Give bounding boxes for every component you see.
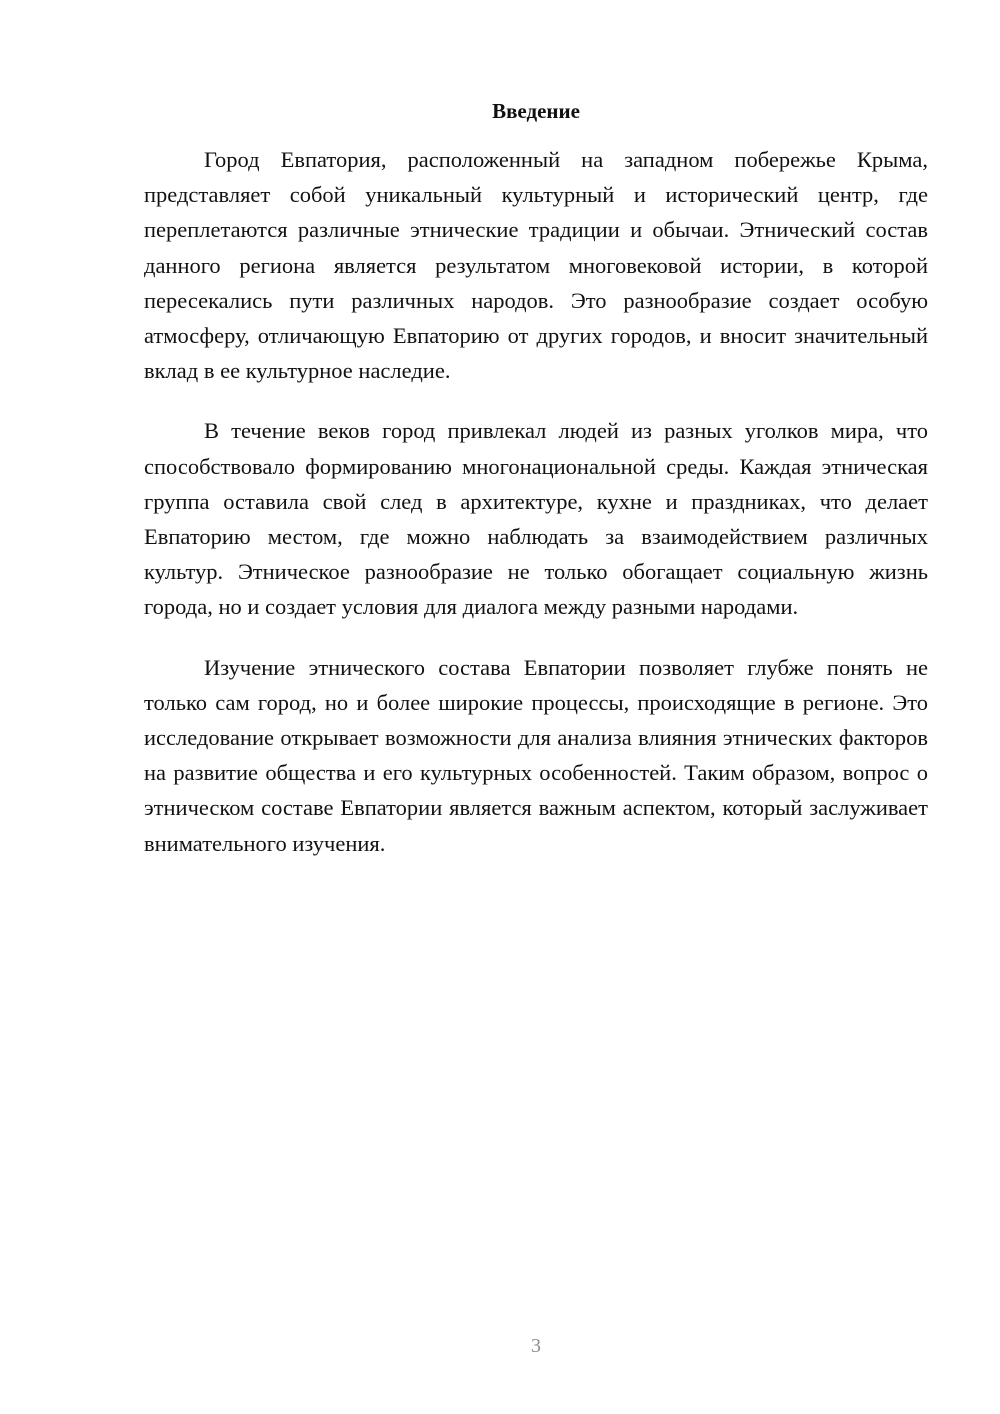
paragraph-3: Изучение этнического состава Евпатории позволяет глубже понять не только сам город, но и более широкие процессы, происходящие в регионе. Это исследование открывает возможности для анализа влияния этнических факторов на развитие общества и его культурных особенностей. Таким образом, вопрос о этническом составе Евпатории является важным аспектом, который заслуживает внимательного изучения. — [144, 654, 928, 856]
paragraph-1: Город Евпатория, расположенный на западном побережье Крыма, представляет собой уникальный культурный и исторический центр, где переплетаются различные этнические традиции и обычаи. Этнический состав данного региона является результатом многовековой истории, в которой пересекались пути различных народов. Это разнообразие создает особую атмосферу, отличающую Евпаторию от других городов, и вносит значительный вклад в ее культурное наследие. — [144, 147, 928, 384]
paragraph-2: В течение веков город привлекал людей из разных уголков мира, что способствовало формированию многонациональной среды. Каждая этническая группа оставила свой след в архитектуре, кухне и праздниках, что делает Евпаторию местом, где можно наблюдать за взаимодействием различных культур. Этническое разнообразие не только обогащает социальную жизнь города, но и создает условия для диалога между разными народами. — [144, 418, 928, 620]
page-number: 3 — [531, 1335, 541, 1357]
page-title: Введение — [492, 99, 580, 123]
document-body — [144, 142, 928, 886]
